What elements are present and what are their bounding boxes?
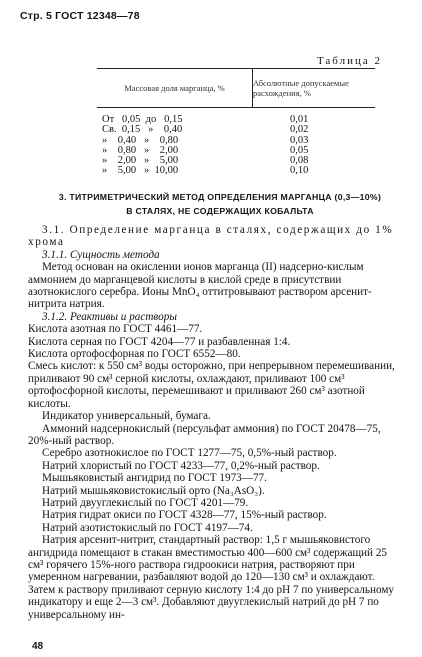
range-cell: Св. 0,15 » 0,40 [102,124,183,136]
range-cell: » 5,00 » 10,00 [102,165,179,177]
range-cell: От 0,05 до 0,15 [102,114,183,125]
table-header [97,69,375,108]
reagent-item: Мышьяковистый ангидрид по ГОСТ 1973—77. [42,472,267,485]
reagent-item: Натрий мышьяковистокислый орто (Na₃AsO₃). [42,484,265,497]
column-header-mass-fraction: Массовая доля марганца, % [97,69,253,107]
reagent-item: Смесь кислот: к 550 см³ воды осторожно, при непрерывном перемешивании, приливают 90 см³ серной кислоты, охлаждают, приливают 100 см³ ортофосфорной кислоты, перемешивают и приливают 260 см³ азотной кислоты. [28,360,395,410]
value-cell: 0,05 [290,144,309,156]
body-text [28,224,404,621]
reagent-item: Кислота серная по ГОСТ 4204—77 и разбавленная 1:4. [28,335,291,348]
subsection-heading: 3.1.2. Реактивы и растворы [42,310,177,323]
reagent-item: Натрия арсенит-нитрит, стандартный раствор: 1,5 г мышьяковистого ангидрида помещают в стакан вместимостью 400—600 см³ содержащий 25 см³ горячего 15%-ного раствора гидроокиси натрия, растворяют при умеренном нагревании, разбавляют водой до 120—130 см³ и охлаждают. Затем к раствору приливают серную кислоту 1:4 до рН 7 по универсальному индикатору и еще 2—3 см³. Добавляют двууглекислый натрий до рН 7 по универсальному ин- [28,534,395,621]
subsection-heading: 3.1.1. Сущность метода [42,248,160,261]
subsection-title: 3.1. Определение марганца в сталях, содержащих до 1% хрома [28,224,394,249]
value-cell: 0,03 [290,134,309,146]
reagent-item: Натрий азотистокислый по ГОСТ 4197—74. [42,521,253,534]
section-heading-line: В СТАЛЯХ, НЕ СОДЕРЖАЩИХ КОБАЛЬТА [126,206,314,216]
reagent-item: Натрий хлористый по ГОСТ 4233—77, 0,2%-ный раствор. [42,459,320,472]
reagent-item: Аммоний надсернокислый (персульфат аммония) по ГОСТ 20478—75, 20%-ный раствор. [28,422,381,447]
section-heading [35,190,405,218]
value-cell: 0,08 [290,155,309,167]
value-cell: 0,10 [290,165,309,177]
range-cell: » 0,40 » 0,80 [102,134,179,146]
page-number: 48 [32,641,44,652]
table-row [97,166,375,176]
table-caption: Таблица 2 [316,55,382,67]
paragraph: Метод основан на окислении ионов марганца (II) надсерно-кислым аммонием до марганцевой кислоты в кислой среде в присутствии азотнокислого серебра. Ионы MnO₄ оттитровывают раствором арсенит-нитрита натрия. [28,261,372,311]
running-header: Стр. 5 ГОСТ 12348—78 [20,10,140,22]
column-header-tolerance: Абсолютные допускаемые расхождения, % [253,78,349,98]
range-cell: » 0,80 » 2,00 [102,144,179,156]
table-body [97,108,375,177]
reagent-item: Индикатор универсальный, бумага. [42,410,211,423]
value-cell: 0,01 [290,114,309,125]
reagent-item: Серебро азотнокислое по ГОСТ 1277—75, 0,5%-ный раствор. [42,447,337,460]
tolerance-table [97,68,375,177]
section-heading-line: 3. ТИТРИМЕТРИЧЕСКИЙ МЕТОД ОПРЕДЕЛЕНИЯ МАРГАНЦА (0,3—10%) [58,192,382,202]
reagent-item: Кислота ортофосфорная по ГОСТ 6552—80. [28,348,241,361]
reagent-item: Кислота азотная по ГОСТ 4461—77. [28,323,203,336]
value-cell: 0,02 [290,124,309,136]
reagent-item: Натрия гидрат окиси по ГОСТ 4328—77, 15%-ный раствор. [42,509,327,522]
range-cell: » 2,00 » 5,00 [102,155,179,167]
reagent-item: Натрий двууглекислый по ГОСТ 4201—79. [42,496,249,509]
